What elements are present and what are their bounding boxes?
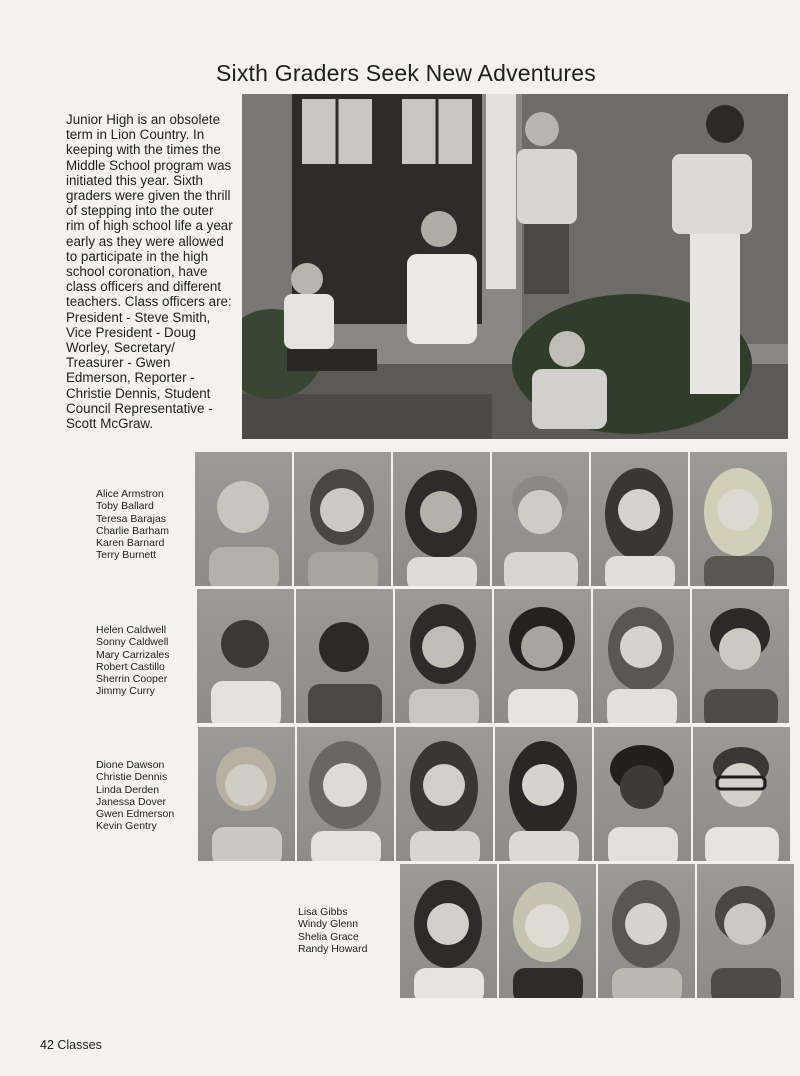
student-portrait <box>693 727 790 861</box>
student-name: Linda Derden <box>96 783 160 796</box>
student-portrait <box>690 452 787 586</box>
names-list-3 <box>96 759 174 833</box>
student-portrait <box>396 727 493 861</box>
student-name: Helen Caldwell <box>96 624 167 636</box>
student-portrait <box>393 452 490 586</box>
student-portrait <box>692 589 789 723</box>
student-portrait <box>697 864 794 998</box>
student-name: Lisa Gibbs <box>298 906 348 918</box>
names-list-1 <box>96 488 169 562</box>
portrait-row-3 <box>198 727 790 861</box>
student-portrait <box>294 452 391 586</box>
student-portrait <box>296 589 393 723</box>
student-portrait <box>395 589 492 723</box>
student-portrait <box>495 727 592 861</box>
student-name: Teresa Barajas <box>96 512 167 525</box>
student-portrait <box>197 589 294 723</box>
names-list-4 <box>298 906 367 955</box>
portrait-row-2 <box>197 589 789 723</box>
student-name: Gwen Edmerson <box>96 808 175 821</box>
student-name: Terry Burnett <box>96 549 157 562</box>
student-name: Robert Castillo <box>96 660 165 673</box>
student-name: Christie Dennis <box>96 771 168 784</box>
page-title: Sixth Graders Seek New Adventures <box>216 60 596 86</box>
intro-text: Junior High is an obsolete term in Lion Country. In keeping with the times the Middle School program was initiated this year. Sixth graders were given the thrill of stepping into the outer rim of high school life a year early as they were allowed to participate in the high school coronation, have class officers and different teachers. Class officers are: President - Steve Smith, Vice President - Doug Worley, Secretary/ Treasurer - Gwen Edmerson, Reporter - Christie Dennis, Student Council Representative - Scott McGraw. <box>66 112 233 432</box>
student-name: Janessa Dover <box>96 795 167 808</box>
student-name: Shelia Grace <box>298 930 359 943</box>
student-portrait <box>594 727 691 861</box>
student-name: Sherrin Cooper <box>96 673 168 686</box>
student-name: Sonny Caldwell <box>96 636 169 649</box>
student-portrait <box>195 452 292 586</box>
names-list-2 <box>96 624 170 698</box>
student-portrait <box>400 864 497 998</box>
student-name: Kevin Gentry <box>96 820 157 833</box>
student-name: Windy Glenn <box>298 918 359 931</box>
student-portrait <box>593 589 690 723</box>
student-name: Alice Armstron <box>96 488 164 500</box>
student-portrait <box>591 452 688 586</box>
student-portrait <box>494 589 591 723</box>
portrait-row-4 <box>400 864 794 998</box>
group-photo <box>242 94 788 439</box>
student-name: Karen Barnard <box>96 537 165 550</box>
student-portrait <box>198 727 295 861</box>
student-name: Dione Dawson <box>96 759 165 771</box>
student-portrait <box>598 864 695 998</box>
student-name: Randy Howard <box>298 942 368 955</box>
page-folio: 42 Classes <box>40 1038 102 1052</box>
student-portrait <box>499 864 596 998</box>
student-name: Jimmy Curry <box>96 685 155 698</box>
portrait-row-1 <box>195 452 787 586</box>
student-name: Mary Carrizales <box>96 648 170 661</box>
student-name: Charlie Barham <box>96 524 169 537</box>
student-portrait <box>297 727 394 861</box>
student-name: Toby Ballard <box>96 500 154 513</box>
student-portrait <box>492 452 589 586</box>
